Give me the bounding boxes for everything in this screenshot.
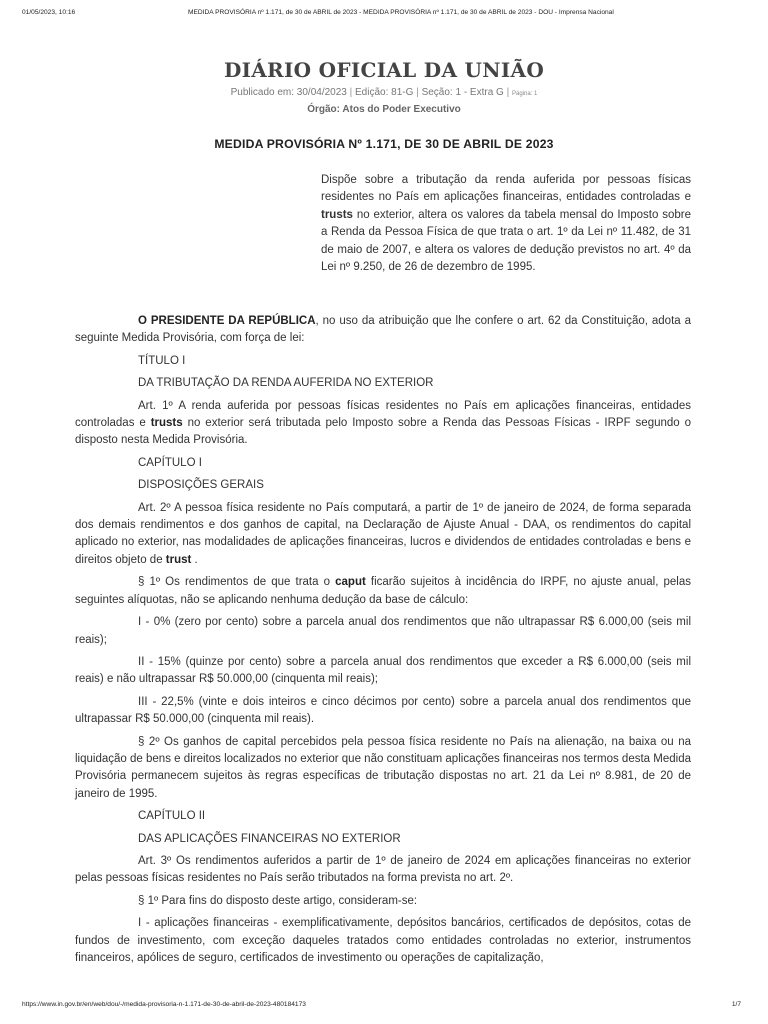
article-3: Art. 3º Os rendimentos auferidos a partir de 1º de janeiro de 2024 em aplicações financeiras no exterior pelas pessoas físicas residentes no País serão tributados na forma prevista no art. 2º. — [75, 854, 691, 885]
capitulo-1-name: DISPOSIÇÕES GERAIS — [138, 479, 264, 492]
print-footer — [0, 1001, 768, 1013]
article-1-text-2: no exterior será tributada pelo Imposto sobre a Renda das Pessoas Físicas - IRPF segundo o disposto nesta Medida Provisória. — [75, 417, 691, 447]
article-2-inciso-1: I - 0% (zero por cento) sobre a parcela anual dos rendimentos que não ultrapassar R$ 6.000,00 (seis mil reais); — [75, 616, 691, 646]
page-number: Página: 1 — [512, 91, 538, 97]
masthead — [0, 58, 768, 115]
titulo-1: TÍTULO I — [138, 354, 186, 367]
publication-meta: Publicado em: 30/04/2023 | Edição: 81-G | Seção: 1 - Extra G | Página: 1 — [230, 87, 538, 98]
article-2-inciso-3: III - 22,5% (vinte e dois inteiros e cinco décimos por cento) sobre a parcela anual dos rendimentos que ultrapassar R$ 50.000,00 (cinquenta mil reais). — [75, 695, 691, 726]
ementa — [321, 172, 691, 276]
print-datetime: 01/05/2023, 10:16 — [22, 9, 76, 16]
capitulo-1: CAPÍTULO I — [138, 456, 202, 469]
article-3-paragraph-1: § 1º Para fins do disposto deste artigo, consideram-se: — [138, 894, 418, 907]
article-1-trusts: trusts — [150, 417, 183, 430]
article-2-p1-text-2: ficarão sujeitos à incidência do IRPF, no ajuste anual, pelas seguintes alíquotas, não se aplicando nenhuma dedução da base de cálculo: — [75, 576, 691, 606]
published-date: Publicado em: 30/04/2023 — [230, 87, 347, 98]
titulo-1-name: DA TRIBUTAÇÃO DA RENDA AUFERIDA NO EXTERIOR — [138, 377, 434, 390]
article-2-p1-text-1: § 1º Os rendimentos de que trata o — [138, 576, 336, 589]
capitulo-2: CAPÍTULO II — [138, 810, 206, 823]
preamble-text: , no uso da atribuição que lhe confere o art. 62 da Constituição, adota a seguinte Medida Provisória, com força de lei: — [75, 315, 691, 345]
article-1-text-1: Art. 1º A renda auferida por pessoas físicas residentes no País em aplicações financeiras, entidades controladas e — [75, 399, 691, 430]
preamble-president: O PRESIDENTE DA REPÚBLICA — [138, 315, 316, 327]
organ-label: Órgão: Atos do Poder Executivo — [307, 104, 461, 115]
article-2-p1-caput: caput — [335, 576, 366, 589]
article-2-paragraph-1 — [75, 574, 691, 609]
capitulo-2-name: DAS APLICAÇÕES FINANCEIRAS NO EXTERIOR — [138, 832, 401, 845]
article-1 — [75, 398, 691, 450]
section: Seção: 1 - Extra G — [421, 87, 504, 98]
print-url: https://www.in.gov.br/en/web/dou/-/medida-provisoria-n-1.171-de-30-de-abril-de-2023-480184173 — [22, 1001, 306, 1008]
dou-brand-title: DIÁRIO OFICIAL DA UNIÃO — [223, 58, 545, 82]
preamble — [75, 313, 691, 348]
act-title: MEDIDA PROVISÓRIA Nº 1.171, DE 30 DE ABRIL DE 2023 — [214, 137, 554, 151]
article-2-text-1: Art. 2º A pessoa física residente no País computará, a partir de 1º de janeiro de 2024, de forma separada dos demais rendimentos e dos ganhos de capital, na Declaração de Ajuste Anual - DAA, os rendimentos do capital aplicado no exterior, nas modalidades de aplicações financeiras, lucros e dividendos de entidades controladas e bens e direitos objeto de — [75, 501, 691, 566]
print-header — [0, 9, 768, 21]
article-2 — [75, 500, 691, 570]
print-doc-title: MEDIDA PROVISÓRIA nº 1.171, de 30 de ABRIL de 2023 - MEDIDA PROVISÓRIA nº 1.171, de 30 de ABRIL de 2023 - DOU - Imprensa Nacional — [188, 9, 614, 16]
act-body — [75, 313, 691, 967]
article-2-inciso-2: II - 15% (quinze por cento) sobre a parcela anual dos rendimentos que exceder a R$ 6.000,00 (seis mil reais) e não ultrapassar R$ 50.000,00 (cinquenta mil reais); — [75, 655, 691, 686]
article-2-text-2: . — [191, 553, 198, 566]
ementa-trusts: trusts — [321, 208, 353, 221]
article-3-inciso-1: I - aplicações financeiras - exemplificativamente, depósitos bancários, certificados de depósitos, cotas de fundos de investimento, com exceção daqueles tratados como entidades controladas no exterior, instrumentos financeiros, apólices de seguro, certificados de investimento ou operações de capitalização, — [75, 917, 691, 964]
ementa-text-2: no exterior, altera os valores da tabela mensal do Imposto sobre a Renda da Pessoa Física de que trata o art. 1º da Lei nº 11.482, de 31 de maio de 2007, e altera os valores de dedução previstos no art. 4º da Lei nº 9.250, de 26 de dezembro de 1995. — [321, 208, 691, 274]
print-page-count: 1/7 — [731, 1001, 741, 1008]
article-2-trust: trust — [165, 553, 192, 566]
article-2-paragraph-2: § 2º Os ganhos de capital percebidos pela pessoa física residente no País na alienação, na baixa ou na liquidação de bens e direitos localizados no exterior que não constituam aplicações financeiras nos termos desta Medida Provisória permanecem sujeitos às regras específicas de tributação dispostas no art. 21 da Lei nº 8.981, de 20 de janeiro de 1995. — [75, 735, 691, 800]
edition: Edição: 81-G — [355, 87, 414, 98]
ementa-text-1: Dispõe sobre a tributação da renda auferida por pessoas físicas residentes no País em aplicações financeiras, entidades controladas e — [321, 174, 691, 204]
